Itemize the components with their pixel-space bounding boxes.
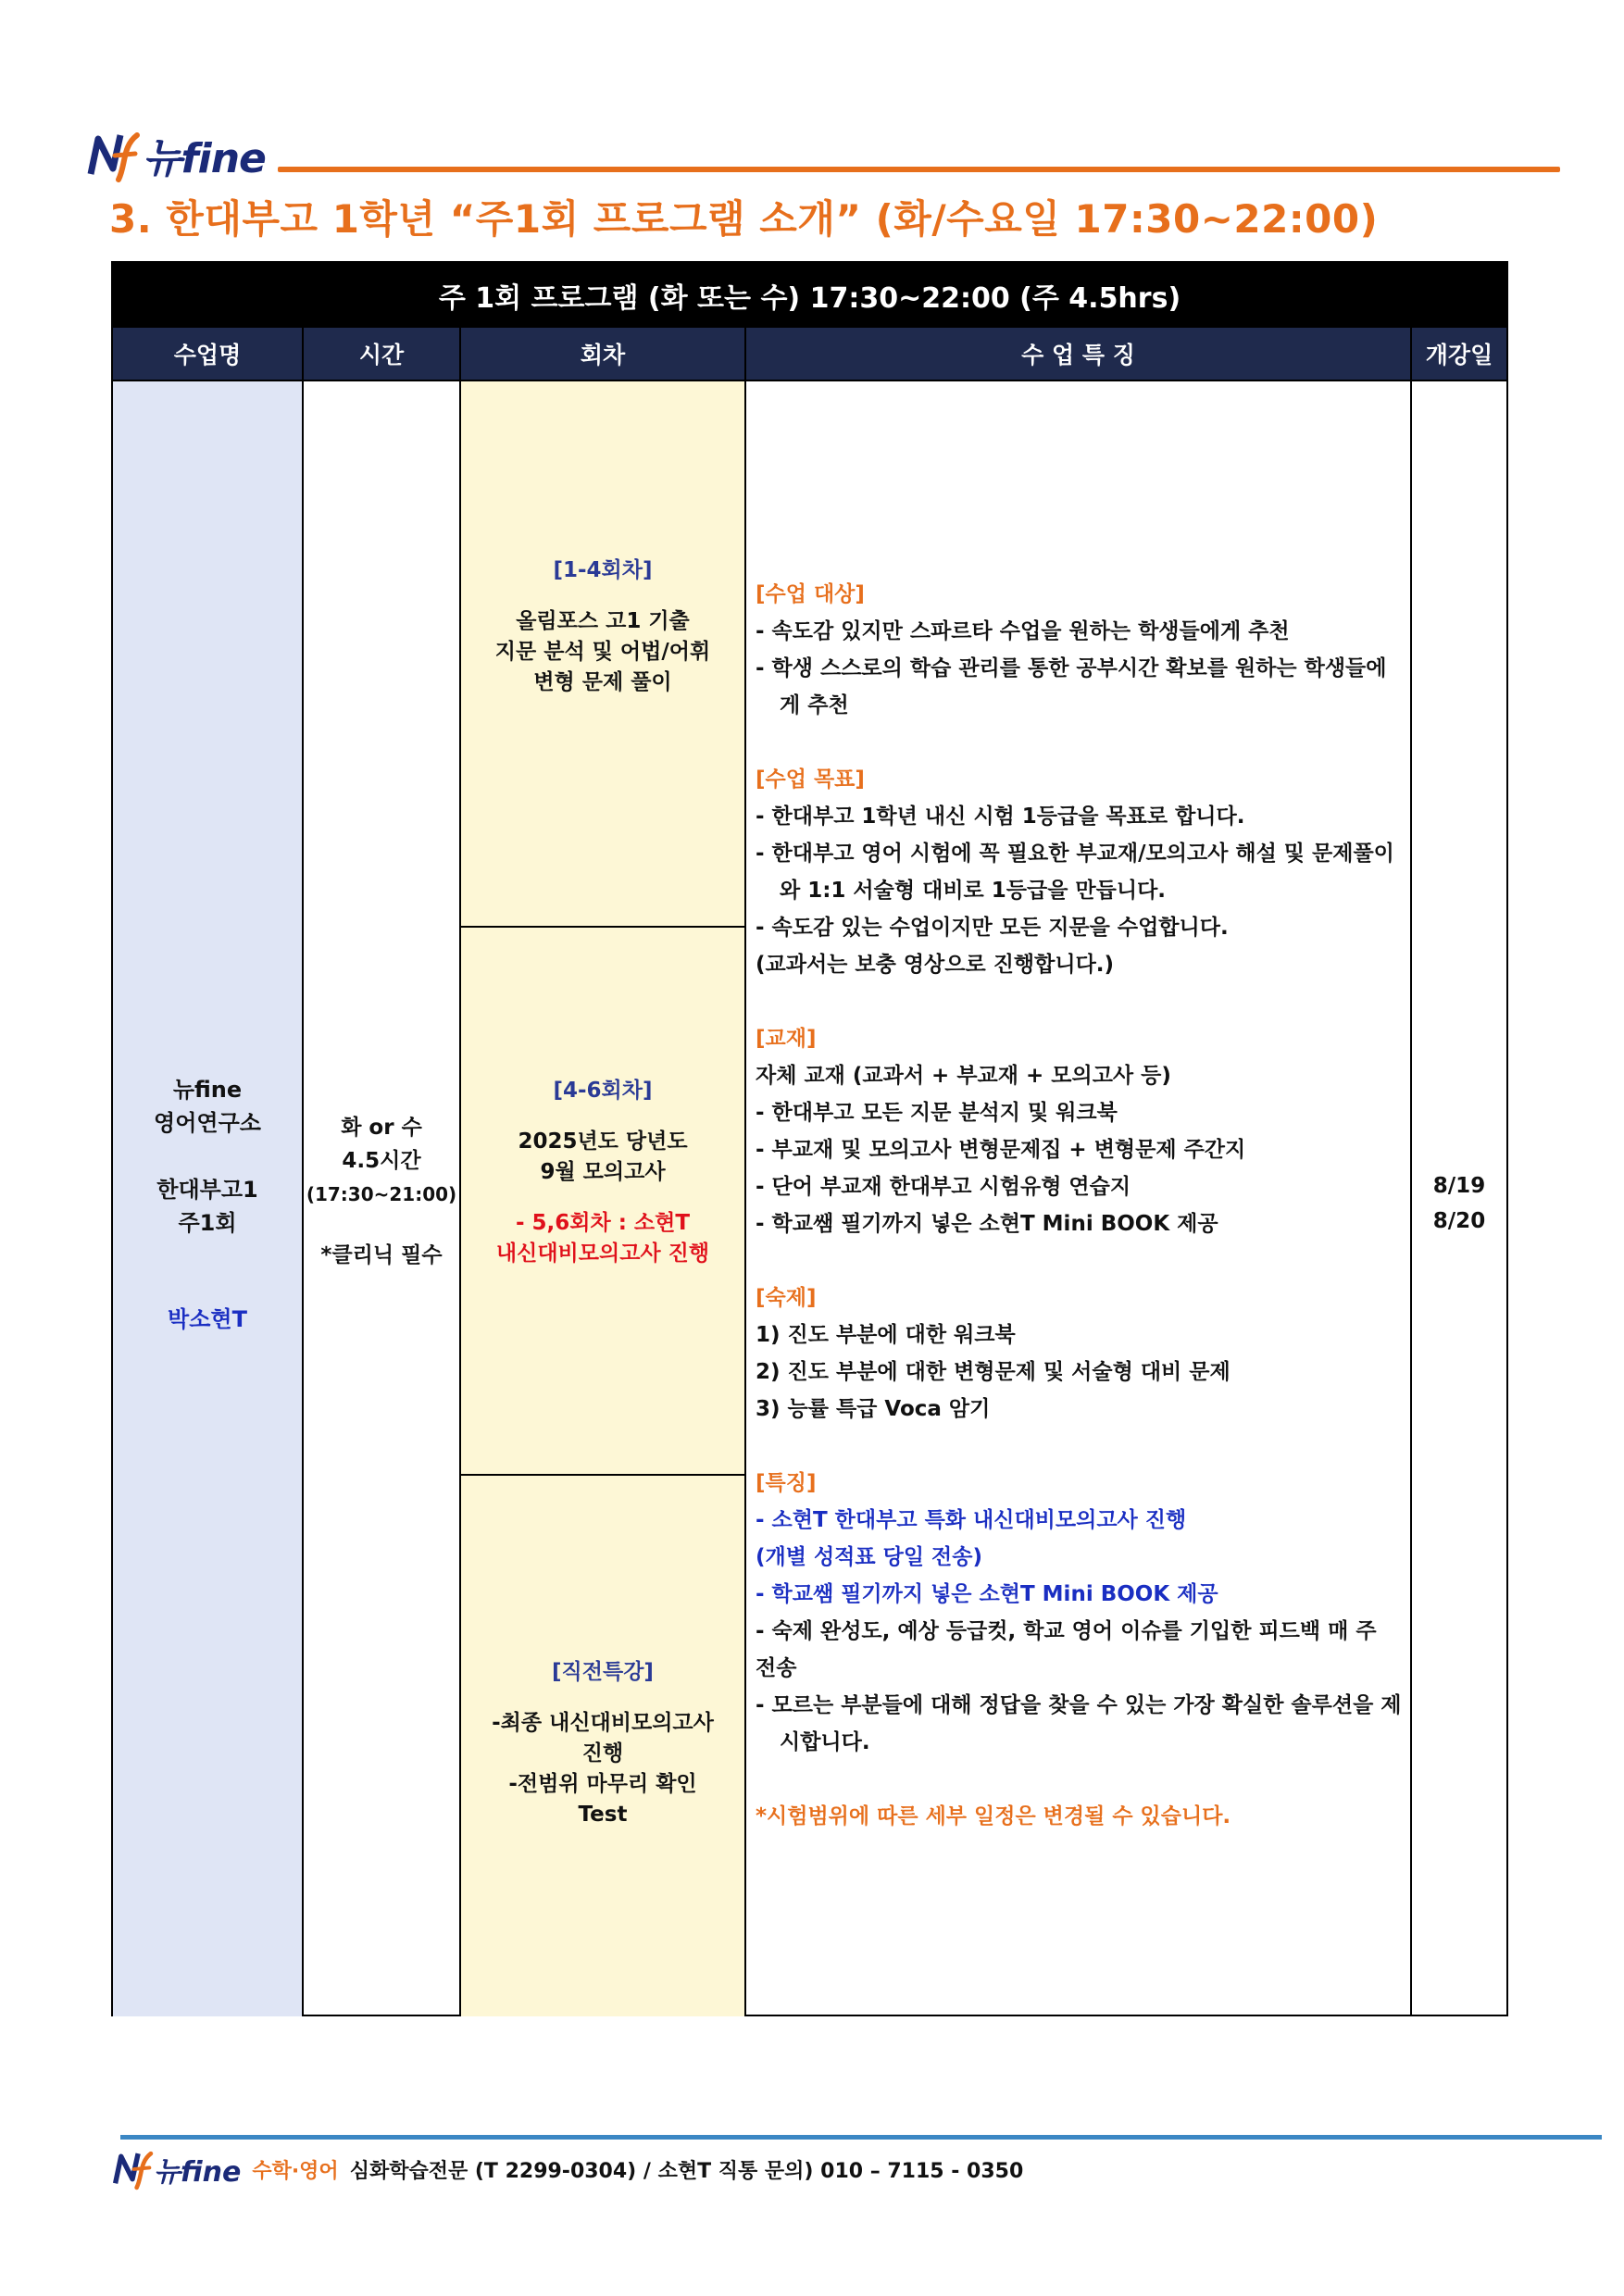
features-text (756, 576, 1404, 1835)
feature-item: - 모르는 부분들에 대해 정답을 찾을 수 있는 가장 확실한 솔루션을 제시합니다. (756, 1693, 1402, 1754)
session-line: 진행 (581, 1741, 624, 1766)
column-header-features: 수 업 특 징 (746, 328, 1412, 380)
feature-item: - 한대부고 영어 시험에 꼭 필요한 부교재/모의고사 해설 및 문제풀이와 1:1 서술형 대비로 1등급을 만듭니다. (756, 842, 1394, 903)
page-title: 3. 한대부고 1학년 “주1회 프로그램 소개” (화/수요일 17:30~22:00) (109, 196, 1379, 242)
clinic-required: *클리닉 필수 (320, 1243, 443, 1267)
session-4-6 (461, 928, 744, 1476)
feature-highlight: - 소현T 한대부고 특화 내신대비모의고사 진행 (756, 1508, 1187, 1532)
feature-item: - 단어 부교재 한대부고 시험유형 연습지 (756, 1175, 1131, 1199)
footer-contact: 심화학습전문 (T 2299-0304) / 소현T 직통 문의) 010 – 7115 - 0350 (349, 2159, 1024, 2183)
session-cell (461, 381, 746, 2016)
footer (111, 2148, 1023, 2190)
time-duration: 4.5시간 (342, 1149, 421, 1173)
session-line: 올림포스 고1 기출 (516, 609, 690, 633)
session-line: 2025년도 당년도 (518, 1129, 688, 1154)
feature-item: - 한대부고 1학년 내신 시험 1등급을 목표로 합니다. (756, 805, 1245, 829)
section-title-special: [특징] (756, 1471, 817, 1495)
course-lab: 영어연구소 (154, 1110, 261, 1136)
features-cell (746, 381, 1412, 2016)
teacher-name: 박소현T (168, 1306, 247, 1332)
course-name-block (113, 1073, 302, 1336)
feature-item: - 학생 스스로의 학습 관리를 통한 공부시간 확보를 원하는 학생들에게 추천 (756, 656, 1387, 718)
course-name-cell (113, 381, 304, 2016)
time-block (304, 1111, 459, 1272)
course-frequency: 주1회 (178, 1210, 237, 1236)
brand-logo (85, 128, 266, 183)
time-days: 화 or 수 (341, 1116, 422, 1140)
start-date: 8/19 (1432, 1174, 1486, 1198)
feature-note: (교과서는 보충 영상으로 진행합니다.) (756, 953, 1115, 977)
time-range: (17:30~21:00) (306, 1183, 457, 1205)
nf-logo-icon (85, 128, 141, 183)
feature-highlight: (개별 성적표 당일 전송) (756, 1545, 983, 1569)
footer-logo-text: 뉴fine (154, 2156, 242, 2189)
session-line: Test (578, 1803, 628, 1827)
table-body-row (113, 380, 1506, 2016)
session-tag: [4-6회차] (553, 1079, 653, 1103)
session-tag: [1-4회차] (553, 558, 653, 582)
logo-text: 뉴fine (143, 135, 266, 182)
session-line: -최종 내신대비모의고사 (492, 1711, 714, 1735)
course-school: 한대부고1 (156, 1177, 258, 1203)
session-final-special (461, 1476, 744, 2016)
session-highlight: - 5,6회차 : 소현T (515, 1211, 691, 1235)
feature-item: - 한대부고 모든 지문 분석지 및 워크북 (756, 1101, 1118, 1125)
feature-highlight: - 학교쌤 필기까지 넣은 소현T Mini BOOK 제공 (756, 1582, 1218, 1606)
column-header-session: 회차 (461, 328, 746, 380)
feature-item: - 부교재 및 모의고사 변형문제집 + 변형문제 주간지 (756, 1138, 1246, 1162)
program-table (111, 261, 1508, 2016)
feature-item: 2) 진도 부분에 대한 변형문제 및 서술형 대비 문제 (756, 1360, 1230, 1384)
feature-item: 자체 교재 (교과서 + 부교재 + 모의고사 등) (756, 1064, 1171, 1088)
session-line: 지문 분석 및 어법/어휘 (494, 640, 711, 664)
footer-subjects: 수학·영어 (252, 2159, 339, 2183)
table-banner: 주 1회 프로그램 (화 또는 수) 17:30~22:00 (주 4.5hrs) (113, 263, 1506, 328)
feature-item: - 속도감 있는 수업이지만 모든 지문을 수업합니다. (756, 916, 1229, 940)
session-line: -전범위 마무리 확인 (508, 1772, 697, 1796)
feature-item: 3) 능률 특급 Voca 암기 (756, 1397, 991, 1421)
feature-item: 1) 진도 부분에 대한 워크북 (756, 1323, 1016, 1347)
header-rule (278, 167, 1560, 172)
column-header-course: 수업명 (113, 328, 304, 380)
schedule-notice: *시험범위에 따른 세부 일정은 변경될 수 있습니다. (756, 1804, 1231, 1828)
section-title-homework: [숙제] (756, 1286, 817, 1310)
time-cell (304, 381, 461, 2016)
section-title-material: [교재] (756, 1027, 817, 1051)
feature-item: - 속도감 있지만 스파르타 수업을 원하는 학생들에게 추천 (756, 619, 1290, 643)
course-brand: 뉴fine (172, 1077, 243, 1103)
footer-rule (120, 2135, 1602, 2140)
session-1-4 (461, 381, 744, 928)
feature-item: - 학교쌤 필기까지 넣은 소현T Mini BOOK 제공 (756, 1212, 1218, 1236)
section-title-goal: [수업 목표] (756, 767, 865, 792)
start-date: 8/20 (1432, 1209, 1486, 1233)
section-title-target: [수업 대상] (756, 582, 865, 606)
start-date-block (1412, 1168, 1506, 1239)
nf-logo-icon (111, 2148, 154, 2190)
session-line: 변형 문제 풀이 (533, 670, 672, 694)
column-header-time: 시간 (304, 328, 461, 380)
start-date-cell (1412, 381, 1506, 2016)
session-highlight: 내신대비모의고사 진행 (495, 1242, 710, 1266)
session-line: 9월 모의고사 (540, 1160, 666, 1184)
session-tag: [직전특강] (552, 1660, 654, 1684)
column-header-start-date: 개강일 (1412, 328, 1506, 380)
feature-item: - 숙제 완성도, 예상 등급컷, 학교 영어 이슈를 기입한 피드백 매 주 전송 (756, 1619, 1377, 1680)
